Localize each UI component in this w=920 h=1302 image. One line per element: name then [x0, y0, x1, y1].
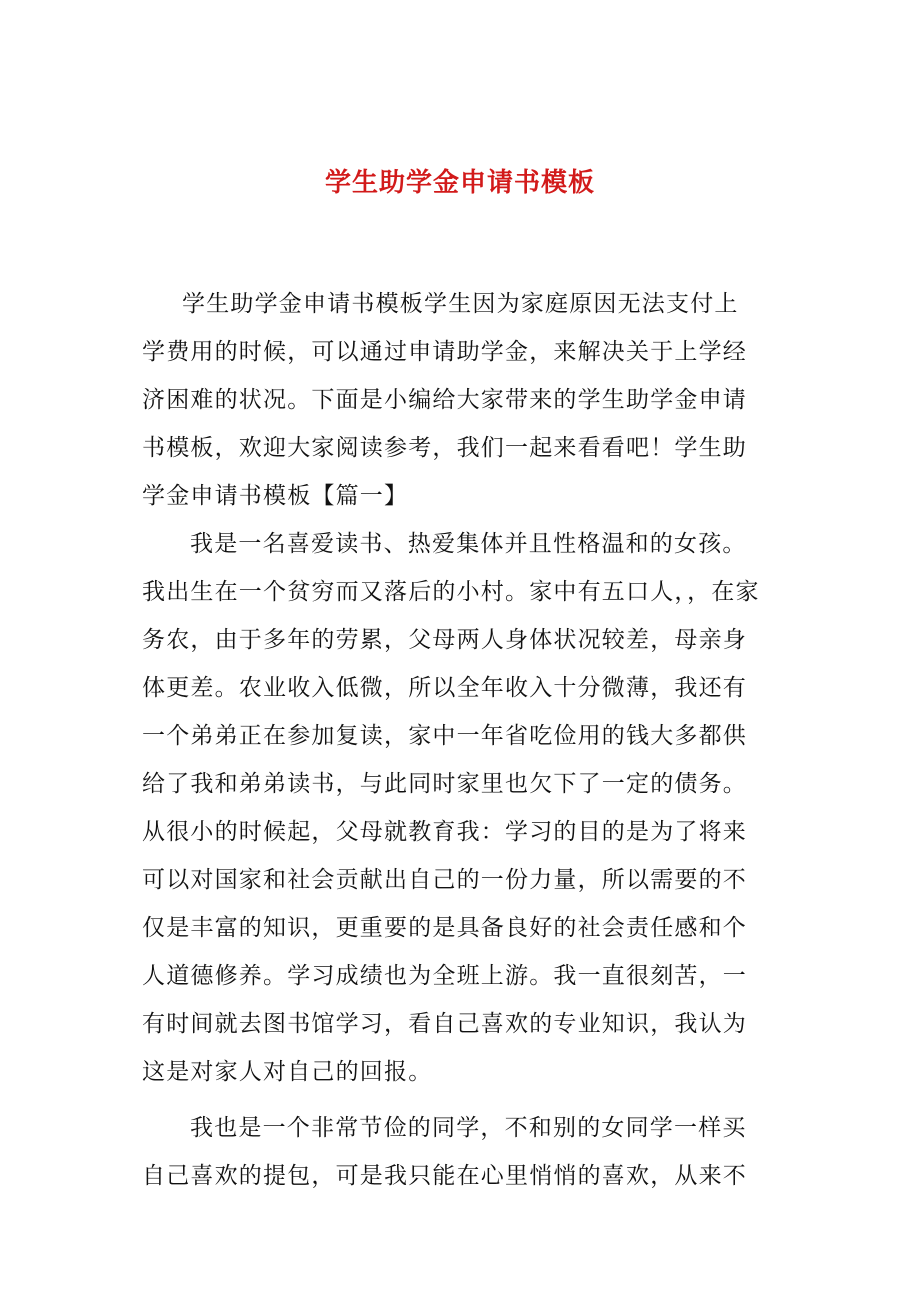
text-line: 有时间就去图书馆学习，看自己喜欢的专业知识，我认为 — [142, 1011, 747, 1037]
text-line: 这是对家人对自己的回报。 — [142, 1059, 433, 1085]
text-line: 书模板，欢迎大家阅读参考，我们一起来看看吧！学生助 — [142, 435, 747, 461]
text-line: 济困难的状况。下面是小编给大家带来的学生助学金申请 — [142, 387, 747, 413]
text-line: 给了我和弟弟读书，与此同时家里也欠下了一定的债务。 — [142, 771, 747, 797]
text-line: 可以对国家和社会贡献出自己的一份力量，所以需要的不 — [142, 867, 747, 893]
text-line: 自己喜欢的提包，可是我只能在心里悄悄的喜欢，从来不 — [142, 1163, 747, 1189]
text-line: 仅是丰富的知识，更重要的是具备良好的社会责任感和个 — [142, 915, 747, 941]
text-line: 体更差。农业收入低微，所以全年收入十分微薄，我还有 — [142, 675, 747, 701]
text-line: 学费用的时候，可以通过申请助学金，来解决关于上学经 — [142, 339, 747, 365]
text-line: 我出生在一个贫穷而又落后的小村。家中有五口人，，在家 — [142, 579, 760, 605]
text-line: 我也是一个非常节俭的同学，不和别的女同学一样买 — [190, 1115, 747, 1141]
text-line: 我是一名喜爱读书、热爱集体并且性格温和的女孩。 — [190, 531, 747, 557]
text-line: 学金申请书模板【篇一】 — [142, 483, 409, 509]
text-line: 务农，由于多年的劳累，父母两人身体状况较差，母亲身 — [142, 627, 747, 653]
text-line: 一个弟弟正在参加复读，家中一年省吃俭用的钱大多都供 — [142, 723, 747, 749]
text-line: 学生助学金申请书模板学生因为家庭原因无法支付上 — [182, 291, 739, 317]
text-line: 人道德修养。学习成绩也为全班上游。我一直很刻苦，一 — [142, 963, 747, 989]
document-title: 学生助学金申请书模板 — [324, 168, 595, 198]
text-line: 从很小的时候起，父母就教育我：学习的目的是为了将来 — [142, 819, 747, 845]
